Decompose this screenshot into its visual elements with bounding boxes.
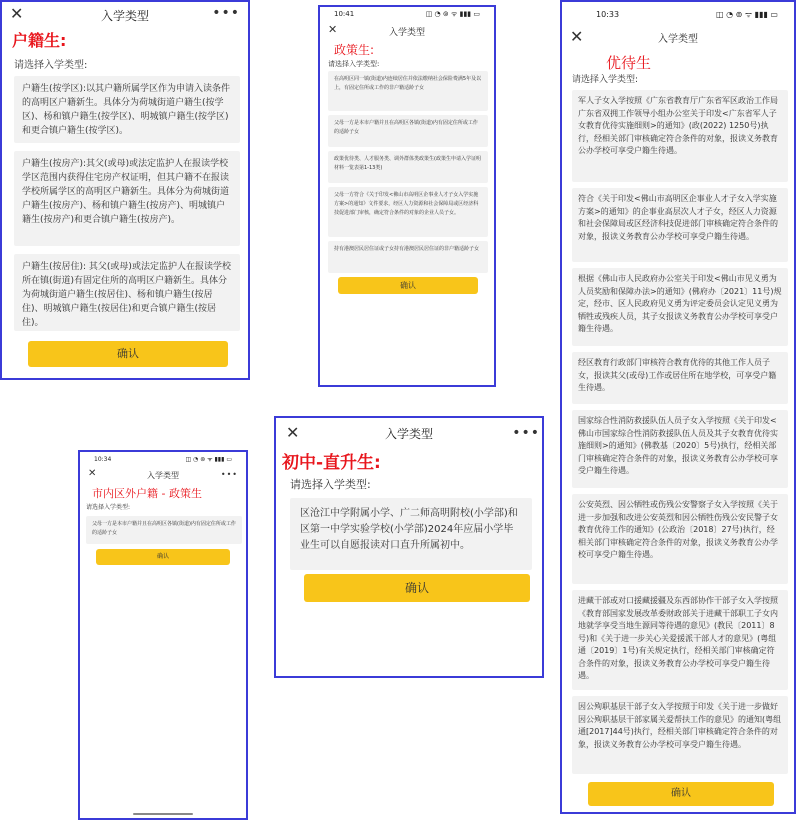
more-icon[interactable]: •••: [512, 425, 540, 441]
option-card[interactable]: 根据《佛山市人民政府办公室关于印发<佛山市见义勇为人员奖励和保障办法>的通知》(佛府办〔2021〕11号)规定，经市、区人民政府见义勇为评定委员会认定见义勇为牺牲或残疾人员，其子女报读义务教育公办学校可享受户籍生待遇。: [572, 268, 788, 346]
page-title: 入学类型: [384, 426, 433, 441]
status-bar: [562, 2, 794, 26]
prompt-text: 请选择入学类型:: [328, 60, 380, 68]
option-card[interactable]: 户籍生(按居住): 其父(或母)或法定监护人在报读学校所在镇(街道)有固定住所的高明区户籍新生。具体分为荷城街道户籍生(按居住)、杨和镇户籍生(按居住)、明城镇户籍生(按居住)和更合镇户籍生(按居住)。: [14, 254, 240, 331]
annotation-label: 市内区外户籍 - 政策生: [92, 487, 202, 500]
option-card[interactable]: 户籍生(按房产):其父(或母)或法定监护人在报读学校学区范围内获得住宅房产权证明，但其户籍不在报读学校所属学区的高明区户籍新生。具体分为荷城街道户籍生(按房产)、杨和镇户籍生(按房产)、明城镇户籍生(按房产)和更合镇户籍生(按房产)。: [14, 151, 240, 246]
header: [320, 21, 494, 41]
status-icons: ◫ ◔ ⊚ ᯤ ▮▮▮ ▭: [425, 9, 480, 18]
annotation-label: 户籍生:: [12, 31, 67, 50]
confirm-button[interactable]: 确认: [96, 549, 230, 565]
option-card[interactable]: 符合《关于印发<佛山市高明区企事业人才子女入学实施方案>的通知》的企事业高层次人才子女，经区人力资源和社会保障局或区经济科技促进部门审核确定符合条件的对象，报读义务教育公办学校可享受户籍生待遇。: [572, 188, 788, 262]
option-card[interactable]: 进藏干部或对口援藏援疆及东西部协作干部子女入学按照《教育部国家发展改革委财政部关于进藏干部职工子女内地就学享受当地生源同等待遇的意见》(教民〔2011〕8号)和《关于进一步关心关爱援派干部人才的意见》(粤组通〔2019〕1号)有关规定执行，经相关部门审核确定符合条件的对象，报读义务教育公办学校可享受户籍生待遇。: [572, 590, 788, 690]
option-card[interactable]: 因公殉职基层干部子女入学按照于印发《关于进一步做好因公殉职基层干部家属关爱帮扶工作的意见》的通知(粤组通[2017]44号)执行，经相关部门审核确定符合条件的对象，报读义务教育公办学校可享受户籍生待遇。: [572, 696, 788, 774]
confirm-button[interactable]: 确认: [304, 574, 530, 602]
more-icon[interactable]: •••: [220, 470, 238, 479]
status-bar: [80, 452, 246, 466]
option-card[interactable]: 持有港澳居民居住证或子女持有港澳居民居住证的非户籍适龄子女: [328, 241, 488, 273]
screenshot-zhisheng: [274, 416, 544, 678]
header: [562, 26, 794, 48]
page-title: 入学类型: [388, 27, 425, 38]
clock: 10:34: [94, 455, 112, 463]
page-title: 入学类型: [100, 8, 149, 23]
close-icon[interactable]: ✕: [88, 468, 97, 479]
clock: 10:33: [596, 9, 620, 19]
more-icon[interactable]: •••: [212, 5, 240, 21]
prompt-text: 请选择入学类型:: [572, 75, 639, 85]
option-card[interactable]: 军人子女入学按照《广东省教育厅广东省军区政治工作局广东省双拥工作领导小组办公室关于印发<广东省军人子女教育优待实施细则>的通知》(政(2022) 1250号)执行，经相关部门审核确定符合条件的对象，报读义务教育公办学校可享受户籍生待遇。: [572, 90, 788, 182]
screenshot-shinei-quwai: [78, 450, 248, 820]
option-card[interactable]: 父母一方是本市户籍并且在高明区各镇(街道)内有固定住所或工作的适龄子女: [328, 115, 488, 147]
screenshot-zhengce: [318, 5, 496, 387]
confirm-button[interactable]: 确认: [28, 341, 228, 367]
header: [80, 466, 246, 484]
annotation-label: 政策生:: [334, 43, 375, 57]
header: [2, 2, 248, 28]
clock: 10:41: [334, 10, 355, 18]
screenshot-youdai: [560, 0, 796, 814]
close-icon[interactable]: ✕: [570, 27, 584, 46]
page-title: 入学类型: [658, 33, 698, 45]
annotation-label: 初中-直升生:: [282, 453, 381, 473]
option-card[interactable]: 父母一方符合《关于印发<佛山市高明区企事业人才子女入学实施方案>的通知》文件要求，经区人力资源和社会保障局或区经济科技促进部门审核，确定符合条件的对象的企业人员子女。: [328, 187, 488, 237]
prompt-text: 请选择入学类型:: [86, 504, 131, 511]
option-card[interactable]: 在高明区同一镇(街道)内连续居住并依法缴纳社会保险费满5年及以上，有固定住所或工作的非户籍适龄子女: [328, 71, 488, 111]
option-card[interactable]: 公安英烈、因公牺牲或伤残公安警察子女入学按照《关于进一步加强和改进公安英烈和因公牺牲伤残公安民警子女教育优待工作的通知》(公政治〔2018〕27号)执行，经相关部门审核确定符合条件的对象，报读义务教育公办学校可享受户籍生待遇。: [572, 494, 788, 584]
annotation-label: 优待生: [606, 54, 652, 72]
close-icon[interactable]: ✕: [328, 23, 338, 36]
home-indicator: [133, 813, 193, 815]
status-bar: [320, 7, 494, 21]
option-card[interactable]: 父母一方是本市户籍并且在高明区各镇(街道)内有固定住所或工作的适龄子女: [86, 516, 242, 544]
header: [276, 418, 542, 448]
screenshot-huji: [0, 0, 250, 380]
status-icons: ◫ ◔ ⊚ ᯤ ▮▮▮ ▭: [715, 9, 778, 19]
close-icon[interactable]: ✕: [286, 423, 300, 442]
option-card[interactable]: 政策优待类、人才服务类、调外群体类政策生(政策生申请入学证明材料一览表第1-13类): [328, 151, 488, 183]
prompt-text: 请选择入学类型:: [14, 60, 88, 71]
close-icon[interactable]: ✕: [10, 4, 24, 23]
status-icons: ◫ ◔ ⊚ ᯤ ▮▮▮ ▭: [185, 456, 232, 463]
confirm-button[interactable]: 确认: [338, 277, 478, 294]
option-card[interactable]: 经区教育行政部门审核符合教育优待的其他工作人员子女，报读其父(或母)工作或居住所在地学校，可享受户籍生待遇。: [572, 352, 788, 404]
confirm-button[interactable]: 确认: [588, 782, 774, 806]
page-title: 入学类型: [147, 470, 179, 480]
option-card[interactable]: 户籍生(按学区):以其户籍所属学区作为申请入读条件的高明区户籍新生。具体分为荷城街道户籍生(按学区)、杨和镇户籍生(按学区)、明城镇户籍生(按学区)和更合镇户籍生(按学区)。: [14, 76, 240, 143]
option-card[interactable]: 国家综合性消防救援队伍人员子女入学按照《关于印发<佛山市国家综合性消防救援队伍人员及其子女教育优待实施细则>的通知》(佛教基〔2020〕5号)执行，经相关部门审核确定符合条件的对象，报读义务教育公办学校可享受户籍生待遇。: [572, 410, 788, 488]
prompt-text: 请选择入学类型:: [290, 478, 371, 491]
option-card[interactable]: 区沧江中学附属小学、广二师高明附校(小学部)和区第一中学实验学校(小学部)2024年应届小学毕业生可以自愿报读对口直升所属初中。: [290, 498, 532, 570]
